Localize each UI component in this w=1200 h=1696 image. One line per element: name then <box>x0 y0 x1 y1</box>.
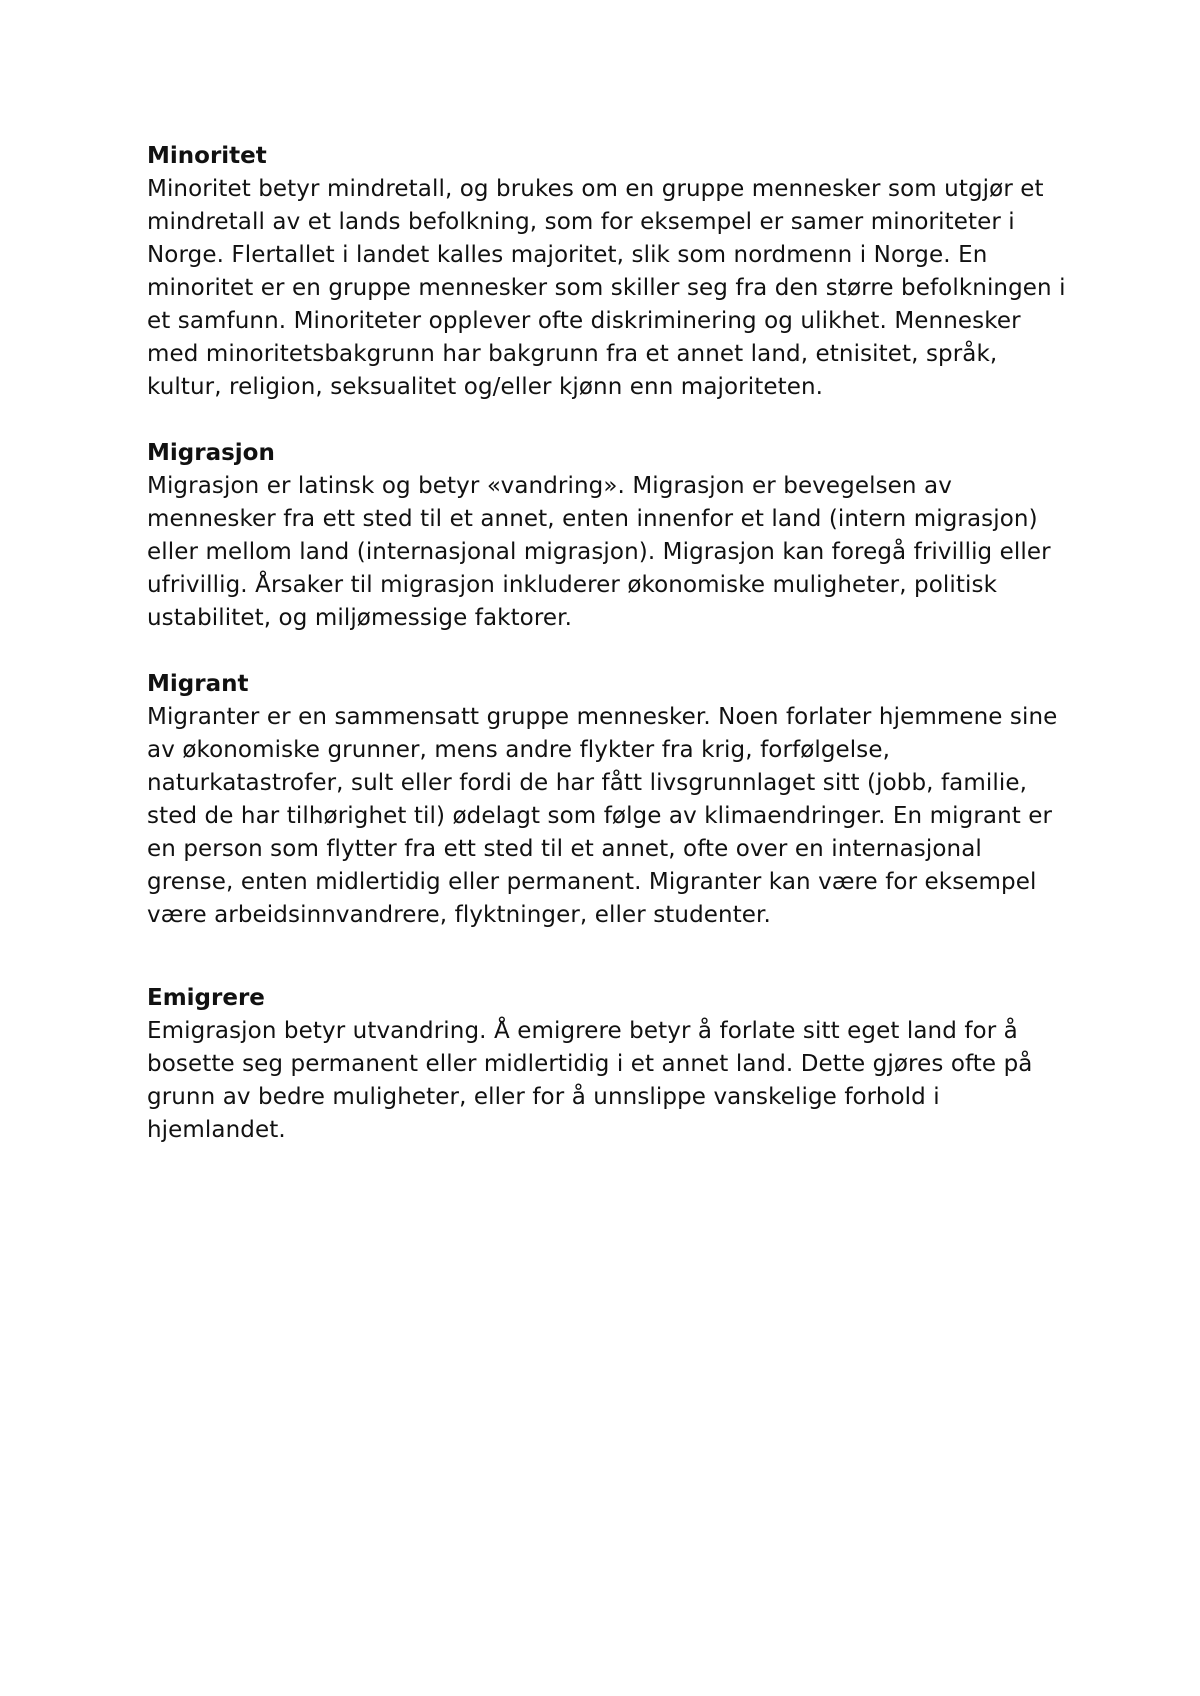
section-heading: Migrasjon <box>147 440 275 466</box>
section-heading: Migrant <box>147 671 249 697</box>
section-migrasjon <box>147 437 1067 635</box>
section-minoritet <box>147 140 1067 404</box>
document-page <box>147 140 1067 1147</box>
section-emigrere <box>147 982 1067 1147</box>
section-body: Migrasjon er latinsk og betyr «vandring». Migrasjon er bevegelsen av mennesker fra ett sted til et annet, enten innenfor et land (intern migrasjon) eller mellom land (internasjonal migrasjon). Migrasjon kan foregå frivillig eller ufrivillig. Årsaker til migrasjon inkluderer økonomiske muligheter, politisk ustabilitet, og miljømessige faktorer. <box>147 473 1051 631</box>
section-heading: Minoritet <box>147 143 267 169</box>
paragraph-spacer <box>147 404 1067 437</box>
section-body: Migranter er en sammensatt gruppe mennesker. Noen forlater hjemmene sine av økonomiske grunner, mens andre flykter fra krig, forfølgelse, naturkatastrofer, sult eller fordi de har fått livsgrunnlaget sitt (jobb, familie, sted de har tilhørighet til) ødelagt som følge av klimaendringer. En migrant er en person som flytter fra ett sted til et annet, ofte over en internasjonal grense, enten midlertidig eller permanent. Migranter kan være for eksempel være arbeidsinnvandrere, flyktninger, eller studenter. <box>147 704 1058 928</box>
paragraph-spacer <box>147 932 1067 982</box>
section-body: Emigrasjon betyr utvandring. Å emigrere betyr å forlate sitt eget land for å bosette seg permanent eller midlertidig i et annet land. Dette gjøres ofte på grunn av bedre muligheter, eller for å unnslippe vanskelige forhold i hjemlandet. <box>147 1018 1033 1143</box>
section-migrant <box>147 668 1067 932</box>
section-heading: Emigrere <box>147 985 265 1011</box>
section-body: Minoritet betyr mindretall, og brukes om en gruppe mennesker som utgjør et mindretall av et lands befolkning, som for eksempel er samer minoriteter i Norge. Flertallet i landet kalles majoritet, slik som nordmenn i Norge. En minoritet er en gruppe mennesker som skiller seg fra den større befolkningen i et samfunn. Minoriteter opplever ofte diskriminering og ulikhet. Mennesker med minoritetsbakgrunn har bakgrunn fra et annet land, etnisitet, språk, kultur, religion, seksualitet og/eller kjønn enn majoriteten. <box>147 176 1066 400</box>
paragraph-spacer <box>147 635 1067 668</box>
